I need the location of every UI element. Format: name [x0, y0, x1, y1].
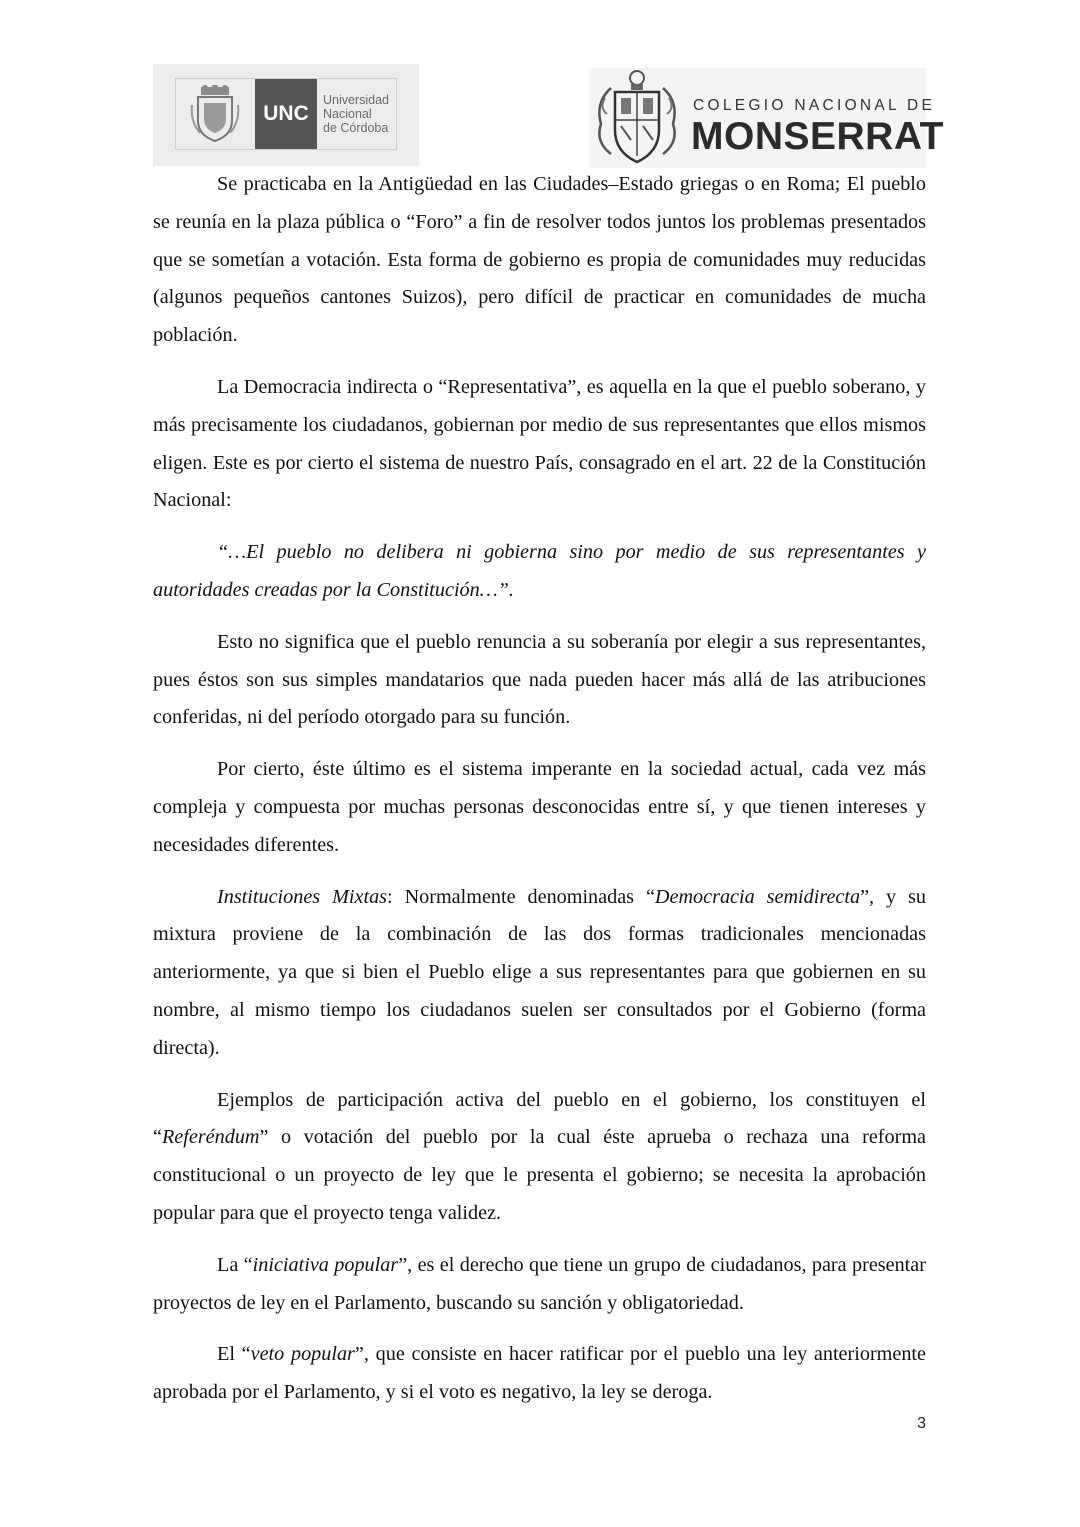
paragraph: [153, 1247, 926, 1323]
page-number: 3: [917, 1415, 926, 1432]
text-run: ”, es el derecho que tiene un grupo de ciudadanos, para presentar proyectos de ley en el Parlamento, buscando su sanción y obligatoriedad.: [153, 1253, 926, 1314]
unc-name-line: de Córdoba: [323, 121, 389, 135]
text-run: “…El pueblo no delibera ni gobierna sino por medio de sus representantes y autoridades creadas por la Constitución…”.: [153, 541, 926, 601]
unc-abbr: UNC: [255, 79, 317, 149]
text-run: Esto no significa que el pueblo renuncia a su soberanía por elegir a sus representantes, pues éstos son sus simples mandatarios que nada pueden hacer más allá de las atribuciones conferidas, ni del período otorgado para su función.: [153, 630, 926, 729]
text-run: La “: [217, 1253, 253, 1276]
text-run: ” o votación del pueblo por la cual éste aprueba o rechaza una reforma constitucional o un proyecto de ley que le presenta el gobierno; se necesita la aprobación popular para que el proyecto tenga validez.: [153, 1126, 926, 1224]
paragraph: [153, 624, 926, 737]
paragraph: [153, 369, 926, 520]
body-text: [153, 166, 926, 1426]
paragraph: [153, 1336, 926, 1412]
paragraph: [153, 751, 926, 864]
text-run: Por cierto, éste último es el sistema imperante en la sociedad actual, cada vez más compleja y compuesta por muchas personas desconocidas entre sí, y que tienen intereses y necesidades diferentes.: [153, 758, 926, 856]
unc-name-line: Nacional: [323, 107, 372, 121]
text-run: ”, y su mixtura proviene de la combinación de las dos formas tradicionales mencionadas anteriormente, ya que si bien el Pueblo elige a sus representantes para que gobiernen en su nombre, al mismo tiempo los ciudadanos suelen ser consultados por el Gobierno (forma directa).: [153, 885, 926, 1059]
italic-text: veto popular: [250, 1343, 355, 1366]
text-run: Ejemplos de participación activa del pueblo en el gobierno, los constituyen el “: [153, 1088, 926, 1149]
italic-text: iniciativa popular: [252, 1253, 399, 1276]
italic-text: Democracia semidirecta: [654, 885, 861, 908]
paragraph: [153, 879, 926, 1068]
monserrat-logo-line1: COLEGIO NACIONAL DE: [693, 97, 936, 114]
unc-name: [323, 93, 389, 135]
text-run: La Democracia indirecta o “Representativa”, es aquella en la que el pueblo soberano, y más precisamente los ciudadanos, gobiernan por medio de sus representantes que ellos mismos eligen. Este es por cierto el sistema de nuestro País, consagrado en el art. 22 de la Constitución Nacional:: [153, 375, 926, 512]
italic-text: Instituciones Mixtas: [217, 885, 388, 908]
unc-name-line: Universidad: [323, 93, 390, 107]
unc-crest-icon: [188, 85, 242, 143]
paragraph: [153, 1082, 926, 1233]
unc-logo-frame: [175, 78, 397, 150]
monserrat-coat-of-arms-icon: [591, 68, 683, 168]
italic-text: Referéndum: [161, 1126, 260, 1149]
paragraph: [153, 166, 926, 355]
quoted-paragraph: [153, 534, 926, 610]
monserrat-logo: [589, 68, 944, 168]
text-run: Se practicaba en la Antigüedad en las Ciudades–Estado griegas o en Roma; El pueblo se reunía en la plaza pública o “Foro” a fin de resolver todos juntos los problemas presentados que se sometían a votación. Esta forma de gobierno es propia de comunidades muy reducidas (algunos pequeños cantones Suizos), pero difícil de practicar en comunidades de mucha población.: [153, 173, 926, 347]
text-run: ”, que consiste en hacer ratificar por el pueblo una ley anteriormente aprobada por el Parlamento, y si el voto es negativo, la ley se deroga.: [153, 1343, 926, 1404]
unc-logo: [153, 64, 419, 166]
monserrat-logo-line2: MONSERRAT: [691, 115, 944, 158]
text-run: El “: [217, 1343, 251, 1366]
text-run: : Normalmente denominadas “: [387, 885, 655, 908]
